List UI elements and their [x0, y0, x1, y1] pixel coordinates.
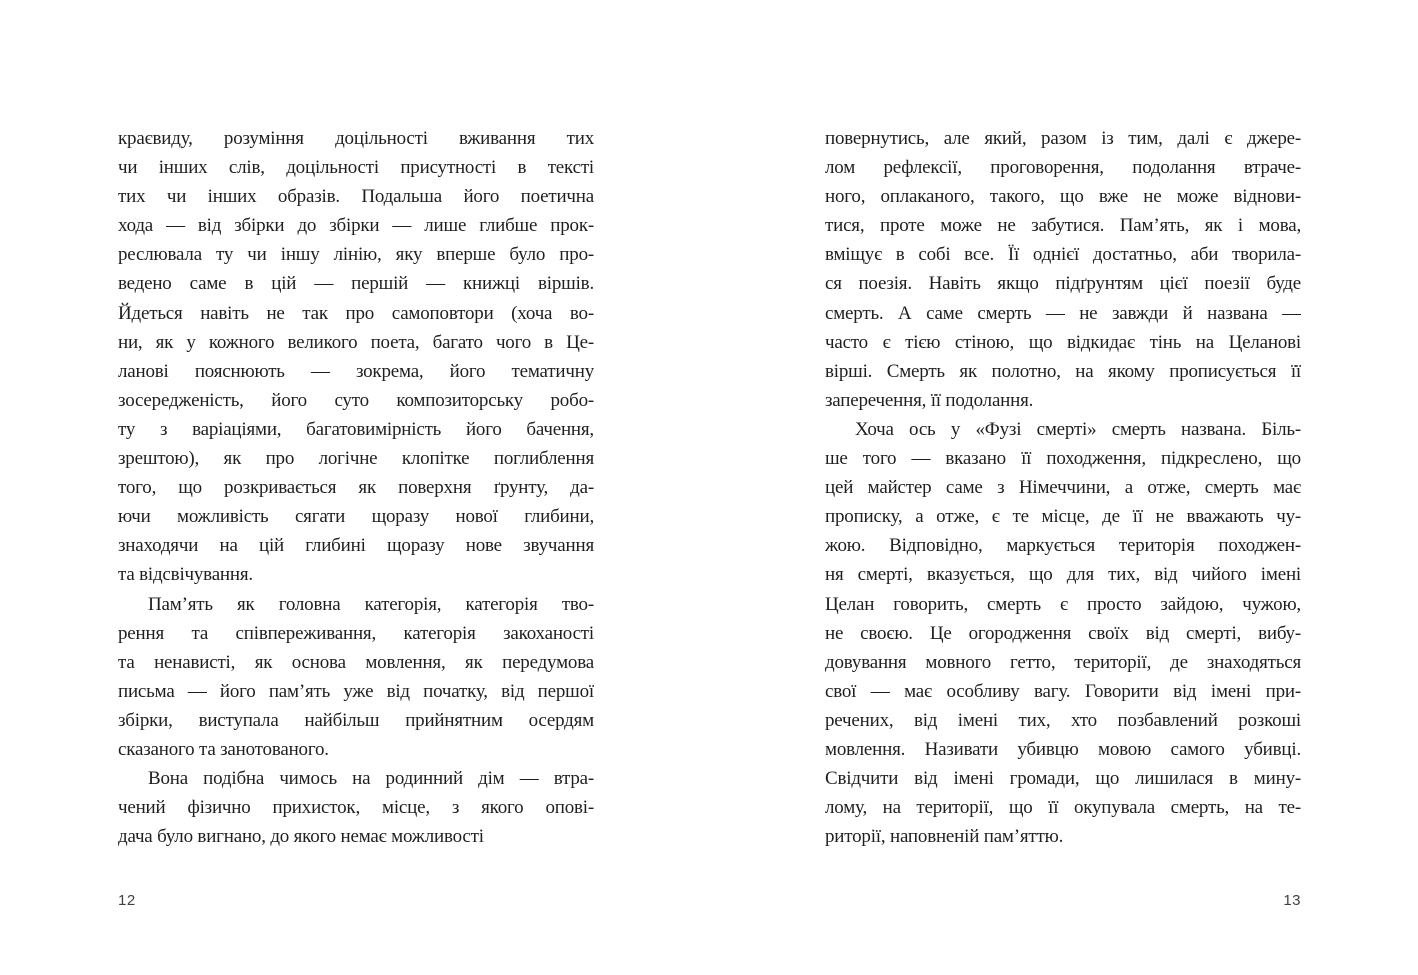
- text-line: ту з варіаціями, багатовимірність його бачення,: [118, 418, 594, 440]
- text-line: Пам’ять як головна категорія, категорія тво-: [148, 593, 594, 615]
- text-line: ше того — вказано її походження, підкреслено, що: [825, 448, 1301, 470]
- text-line: лому, на території, що її окупувала смерть, на те-: [825, 797, 1301, 819]
- text-line: Йдеться навіть не так про самоповтори (хоча во-: [118, 302, 594, 324]
- text-line: мовлення. Називати убивцю мовою самого убивці.: [825, 738, 1301, 760]
- text-line: вірші. Смерть як полотно, на якому прописується її: [825, 360, 1301, 382]
- text-line: жою. Відповідно, маркується територія походжен-: [825, 535, 1301, 557]
- text-line: та відсвічування.: [118, 564, 253, 586]
- text-line: свої — має особливу вагу. Говорити від імені при-: [825, 680, 1301, 702]
- text-line: зосередженість, його суто композиторську робо-: [118, 389, 594, 411]
- text-line: Целан говорить, смерть є просто зайдою, чужою,: [825, 593, 1301, 615]
- text-line: ни, як у кожного великого поета, багато чого в Це-: [118, 331, 594, 353]
- text-line: лом рефлексії, проговорення, подолання втраче-: [825, 157, 1301, 179]
- text-line: Хоча ось у «Фузі смерті» смерть названа. Біль-: [855, 418, 1301, 440]
- text-line: не своєю. Це огородження своїх від смерті, вибу-: [825, 622, 1301, 644]
- text-line: того, що розкривається як поверхня ґрунту, да-: [118, 477, 594, 499]
- page-number-left: 12: [118, 892, 136, 909]
- text-line: довування мовного гетто, території, де знаходяться: [825, 651, 1301, 673]
- text-line: Свідчити від імені громади, що лишилася в мину-: [825, 768, 1301, 790]
- text-line: реслювала ту чи іншу лінію, яку вперше було про-: [118, 244, 594, 266]
- text-line: цей майстер саме з Німеччини, а отже, смерть має: [825, 477, 1301, 499]
- text-line: дача було вигнано, до якого немає можливості: [118, 826, 484, 848]
- text-line: сказаного та занотованого.: [118, 738, 329, 760]
- text-line: вміщує в собі все. Її однієї достатньо, аби творила-: [825, 244, 1301, 266]
- text-line: зрештою), як про логічне клопітке поглиблення: [118, 448, 594, 470]
- text-line: повернутись, але який, разом із тим, далі є джере-: [825, 128, 1301, 149]
- text-line: ланові пояснюють — зокрема, його тематичну: [118, 360, 594, 382]
- text-line: ня смерті, вказується, що для тих, від чийого імені: [825, 564, 1301, 586]
- right-page-text-column: [825, 124, 1301, 851]
- page-number-right: 13: [1283, 892, 1301, 909]
- text-line: речених, від імені тих, хто позбавлений розкоші: [825, 709, 1301, 731]
- text-line: рення та співпереживання, категорія закоханості: [118, 622, 594, 644]
- text-line: чи інших слів, доцільності присутності в тексті: [118, 157, 594, 179]
- text-line: краєвиду, розуміння доцільності вживання тих: [118, 128, 594, 149]
- text-line: ся поезія. Навіть якщо підґрунтям цієї поезії буде: [825, 273, 1301, 295]
- text-line: прописку, а отже, є те місце, де її не вважають чу-: [825, 506, 1301, 528]
- text-line: ного, оплаканого, такого, що вже не може віднови-: [825, 186, 1301, 208]
- text-line: ведено саме в цій — першій — книжці віршів.: [118, 273, 594, 295]
- text-line: ючи можливість сягати щоразу нової глибини,: [118, 506, 594, 528]
- text-line: Вона подібна чимось на родинний дім — втра-: [148, 768, 594, 790]
- text-line: смерть. А саме смерть — не завжди й названа —: [825, 302, 1301, 324]
- text-line: тися, проте може не забутися. Пам’ять, як і мова,: [825, 215, 1301, 237]
- text-line: тих чи інших образів. Подальша його поетична: [118, 186, 594, 208]
- text-line: хода — від збірки до збірки — лише глибше прок-: [118, 215, 594, 237]
- text-line: чений фізично прихисток, місце, з якого опові-: [118, 797, 594, 819]
- text-line: письма — його пам’ять уже від початку, від першої: [118, 680, 594, 702]
- text-line: збірки, виступала найбільш прийнятним осердям: [118, 709, 594, 731]
- text-line: заперечення, її подолання.: [825, 389, 1034, 411]
- text-line: риторії, наповненій пам’яттю.: [825, 826, 1064, 848]
- left-page-text-column: [118, 124, 594, 851]
- text-line: та ненависті, як основа мовлення, як передумова: [118, 651, 594, 673]
- text-line: часто є тією стіною, що відкидає тінь на Целанові: [825, 331, 1301, 353]
- text-line: знаходячи на цій глибині щоразу нове звучання: [118, 535, 594, 557]
